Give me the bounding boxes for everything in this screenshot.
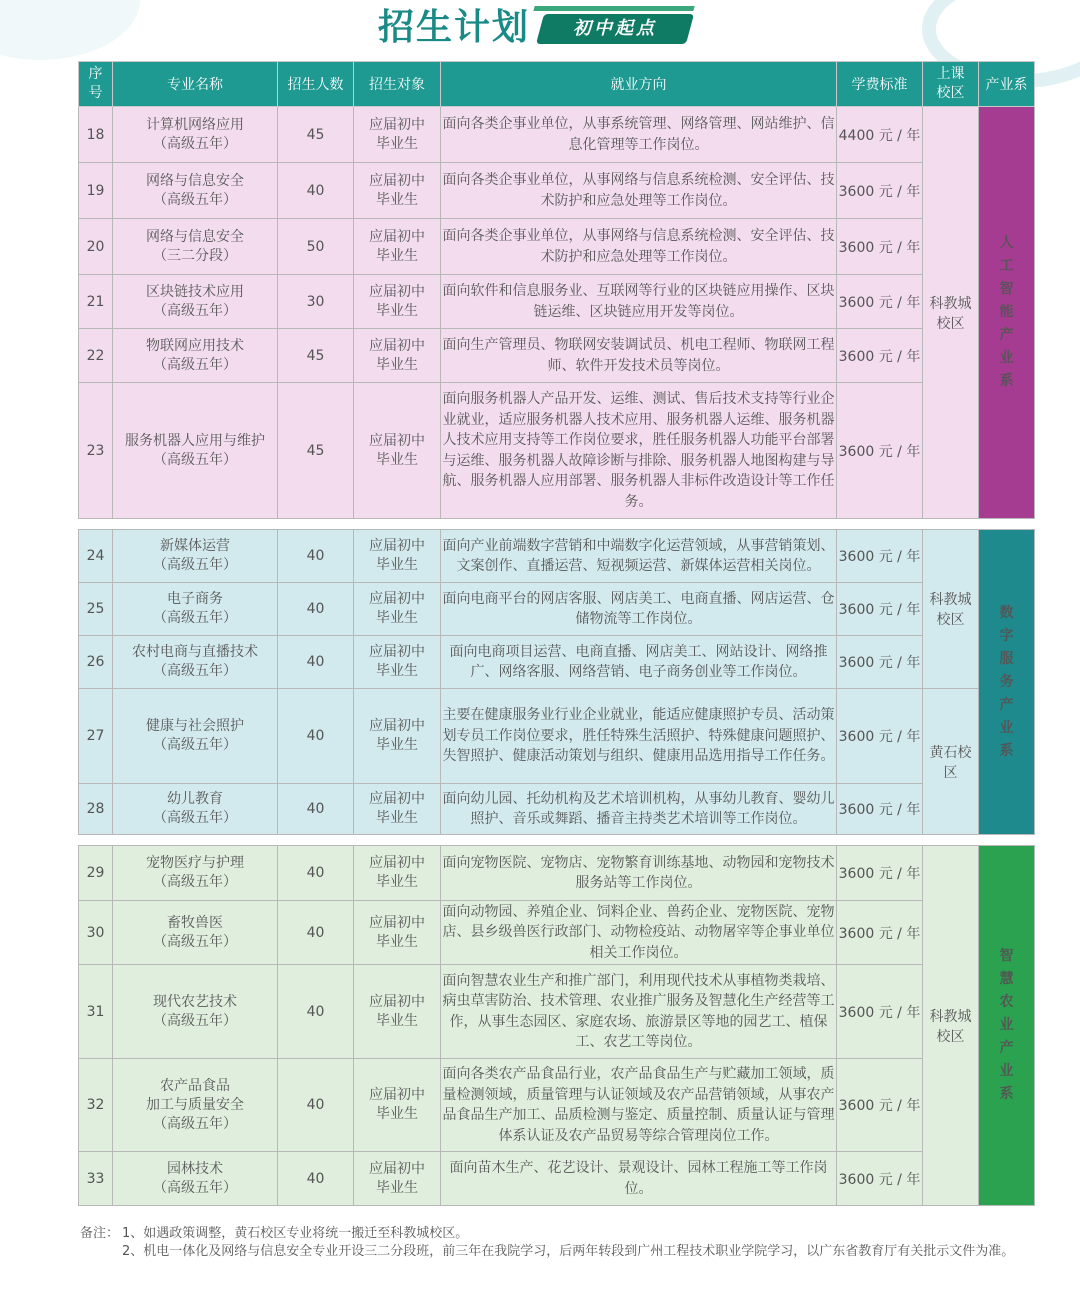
- major-name-cell: [113, 965, 278, 1059]
- enroll-target-lines: [354, 1160, 440, 1198]
- enroll-target-cell: [354, 965, 441, 1059]
- tuition-fee: 3600 元 / 年: [837, 383, 923, 519]
- employment-direction: 面向智慧农业生产和推广部门，利用现代技术从事植物类栽培、病虫草害防治、技术管理、农业推广服务及智慧化生产经营等工作，从事生态园区、家庭农场、旅游景区等地的园艺工、植保工、农艺工等岗位。: [441, 965, 837, 1059]
- enroll-count: 40: [278, 784, 354, 835]
- enroll-count: 40: [278, 163, 354, 219]
- major-name-cell: [113, 275, 278, 329]
- section-gap: [79, 519, 1035, 530]
- enroll-target-lines: [354, 172, 440, 210]
- major-name: 园林技术: [167, 1160, 223, 1177]
- enroll-target-line2: 毕业生: [376, 135, 418, 152]
- enroll-target-line2: 毕业生: [376, 451, 418, 468]
- enroll-target-line2: 毕业生: [376, 810, 418, 826]
- major-name-cell: [113, 107, 278, 163]
- enroll-target-lines: [354, 790, 440, 828]
- tuition-fee: 3600 元 / 年: [837, 636, 923, 689]
- major-level: （高级五年）: [153, 191, 237, 208]
- table-row: [79, 784, 1035, 835]
- decor-background-shape: [0, 0, 140, 60]
- table-row: [79, 530, 1035, 583]
- enroll-target-line1: 应届初中: [369, 1160, 425, 1177]
- major-name-cell: [113, 163, 278, 219]
- row-number: 20: [79, 219, 113, 275]
- enroll-target-line2: 毕业生: [376, 557, 418, 573]
- enroll-target-lines: [354, 1086, 440, 1124]
- major-name: 健康与社会照护: [146, 718, 244, 734]
- row-number: 21: [79, 275, 113, 329]
- enroll-target-lines: [354, 914, 440, 952]
- major-name: 网络与信息安全: [146, 172, 244, 189]
- employment-direction: 面向生产管理员、物联网安装调试员、机电工程师、物联网工程师、软件开发技术员等岗位。: [441, 329, 837, 383]
- enroll-target-lines: [354, 228, 440, 266]
- department-cell: [979, 107, 1035, 519]
- major-name: 畜牧兽医: [167, 914, 223, 931]
- major-name-cell: [113, 219, 278, 275]
- major-name-cell: [113, 689, 278, 784]
- enroll-target-line1: 应届初中: [369, 337, 425, 354]
- enroll-target-cell: [354, 1152, 441, 1206]
- enroll-target-line2: 毕业生: [376, 1106, 418, 1122]
- major-level: （高级五年）: [153, 1115, 237, 1132]
- note-item: 1、如遇政策调整，黄石校区专业将统一搬迁至科教城校区。: [122, 1226, 469, 1241]
- page-title: 招生计划: [378, 7, 531, 48]
- enroll-target-line2: 毕业生: [376, 191, 418, 208]
- enroll-count: 45: [278, 383, 354, 519]
- employment-direction: 面向各类企事业单位，从事系统管理、网络管理、网站维护、信息化管理等工作岗位。: [441, 107, 837, 163]
- employment-direction: 面向各类企事业单位，从事网络与信息系统检测、安全评估、技术防护和应急处理等工作岗位。: [441, 219, 837, 275]
- major-level: （高级五年）: [153, 610, 237, 626]
- enroll-target-cell: [354, 636, 441, 689]
- major-level: （高级五年）: [153, 737, 237, 753]
- major-level: （高级五年）: [153, 1012, 237, 1029]
- table-row: [79, 636, 1035, 689]
- major-level: （高级五年）: [153, 933, 237, 950]
- subtitle-badge: [540, 14, 690, 44]
- major-name-lines: [113, 590, 277, 628]
- enroll-target-cell: [354, 219, 441, 275]
- table-row: [79, 275, 1035, 329]
- major-level: （高级五年）: [153, 451, 237, 468]
- enroll-target-line2: 毕业生: [376, 1179, 418, 1196]
- row-number: 28: [79, 784, 113, 835]
- employment-direction: 面向各类农产品食品行业，农产品食品生产与贮藏加工领域，质量检测领域，质量管理与认证领域及农产品营销领域，从事农产品食品生产加工、品质检测与鉴定、质量控制、质量认证与管理体系认证及农产品贸易等综合管理岗位工作。: [441, 1059, 837, 1152]
- major-name: 电子商务: [167, 591, 223, 607]
- row-number: 29: [79, 846, 113, 901]
- col-header-count: 招生人数: [278, 62, 354, 107]
- section-gap: [79, 835, 1035, 846]
- enroll-target-line1: 应届初中: [369, 644, 425, 660]
- enroll-target-line1: 应届初中: [369, 172, 425, 189]
- enroll-target-cell: [354, 275, 441, 329]
- enroll-count: 40: [278, 689, 354, 784]
- campus-cell: 黄石校区: [923, 689, 979, 835]
- col-header-no: 序 号: [79, 62, 113, 107]
- enroll-target-lines: [354, 993, 440, 1031]
- enroll-target-lines: [354, 643, 440, 681]
- enroll-target-line2: 毕业生: [376, 737, 418, 753]
- major-level: （三二分段）: [153, 247, 237, 264]
- major-name-lines: [113, 337, 277, 375]
- enroll-target-lines: [354, 537, 440, 575]
- major-name-lines: [113, 1160, 277, 1198]
- enroll-target-lines: [354, 717, 440, 755]
- enroll-target-line2: 毕业生: [376, 874, 418, 890]
- major-name: 网络与信息安全: [146, 228, 244, 245]
- major-name-cell: [113, 636, 278, 689]
- enroll-count: 40: [278, 530, 354, 583]
- enroll-target-line1: 应届初中: [369, 116, 425, 133]
- tuition-fee: 3600 元 / 年: [837, 163, 923, 219]
- enroll-target-line1: 应届初中: [369, 1087, 425, 1103]
- major-name: 农产品食品: [160, 1077, 230, 1094]
- employment-direction: 面向软件和信息服务业、互联网等行业的区块链应用操作、区块链运维、区块链应用开发等岗位。: [441, 275, 837, 329]
- enroll-count: 40: [278, 965, 354, 1059]
- employment-direction: 主要在健康服务业行业企业就业，能适应健康照护专员、活动策划专员工作岗位要求，胜任特殊生活照护、特殊健康问题照护、失智照护、健康活动策划与组织、健康用品选用指导工作任务。: [441, 689, 837, 784]
- major-name-lines: [113, 1077, 277, 1134]
- enrollment-table: [78, 61, 1035, 1206]
- major-name-lines: [113, 914, 277, 952]
- enroll-target-cell: [354, 689, 441, 784]
- tuition-fee: 3600 元 / 年: [837, 219, 923, 275]
- major-name-lines: [113, 116, 277, 154]
- major-level: （高级五年）: [153, 810, 237, 826]
- enroll-target-lines: [354, 283, 440, 321]
- major-name-line2: 加工与质量安全: [146, 1096, 244, 1113]
- enroll-count: 40: [278, 846, 354, 901]
- department-name: 智慧农业产业系: [999, 948, 1014, 1102]
- tuition-fee: 3600 元 / 年: [837, 784, 923, 835]
- enroll-target-cell: [354, 329, 441, 383]
- tuition-fee: 3600 元 / 年: [837, 275, 923, 329]
- row-number: 25: [79, 583, 113, 636]
- major-name-lines: [113, 537, 277, 575]
- tuition-fee: 3600 元 / 年: [837, 583, 923, 636]
- employment-direction: 面向宠物医院、宠物店、宠物繁育训练基地、动物园和宠物技术服务站等工作岗位。: [441, 846, 837, 901]
- tuition-fee: 3600 元 / 年: [837, 1059, 923, 1152]
- enroll-count: 40: [278, 1152, 354, 1206]
- major-name-cell: [113, 583, 278, 636]
- major-name: 幼儿教育: [167, 791, 223, 807]
- major-name: 农村电商与直播技术: [132, 644, 258, 660]
- department-cell: [979, 530, 1035, 835]
- row-number: 19: [79, 163, 113, 219]
- enroll-target-line1: 应届初中: [369, 228, 425, 245]
- enroll-target-line1: 应届初中: [369, 538, 425, 554]
- note-item: 2、机电一体化及网络与信息安全专业开设三二分段班，前三年在我院学习，后两年转段到广州工程技术职业学院学习，以广东省教育厅有关批示文件为准。: [122, 1244, 1015, 1259]
- page-subtitle: 初中起点: [573, 18, 658, 39]
- major-name-cell: [113, 1152, 278, 1206]
- row-number: 22: [79, 329, 113, 383]
- enroll-target-line2: 毕业生: [376, 663, 418, 679]
- major-name-lines: [113, 854, 277, 892]
- major-name-lines: [113, 432, 277, 470]
- table-row: [79, 163, 1035, 219]
- major-name: 物联网应用技术: [146, 337, 244, 354]
- table-row: [79, 846, 1035, 901]
- major-name-cell: [113, 1059, 278, 1152]
- employment-direction: 面向动物园、养殖企业、饲料企业、兽药企业、宠物医院、宠物店、县乡级兽医行政部门、动物检疫站、动物屠宰等企事业单位相关工作岗位。: [441, 901, 837, 965]
- notes-label: 备注：: [80, 1226, 120, 1241]
- table-row: [79, 1059, 1035, 1152]
- col-header-name: 专业名称: [113, 62, 278, 107]
- enroll-count: 45: [278, 329, 354, 383]
- footnotes: [80, 1225, 1040, 1261]
- row-number: 23: [79, 383, 113, 519]
- major-level: （高级五年）: [153, 663, 237, 679]
- major-name-cell: [113, 530, 278, 583]
- enroll-target-line1: 应届初中: [369, 718, 425, 734]
- major-name: 现代农艺技术: [153, 993, 237, 1010]
- enroll-target-line1: 应届初中: [369, 432, 425, 449]
- enroll-target-line1: 应届初中: [369, 914, 425, 931]
- col-header-target: 招生对象: [354, 62, 441, 107]
- tuition-fee: 4400 元 / 年: [837, 107, 923, 163]
- table-row: [79, 689, 1035, 784]
- enroll-target-cell: [354, 1059, 441, 1152]
- major-name-lines: [113, 172, 277, 210]
- major-name-lines: [113, 643, 277, 681]
- major-level: （高级五年）: [153, 874, 237, 890]
- major-name-lines: [113, 228, 277, 266]
- campus-cell: 科教城校区: [923, 846, 979, 1206]
- major-level: （高级五年）: [153, 557, 237, 573]
- table-row: [79, 219, 1035, 275]
- table-row: [79, 383, 1035, 519]
- table-row: [79, 107, 1035, 163]
- tuition-fee: 3600 元 / 年: [837, 901, 923, 965]
- row-number: 18: [79, 107, 113, 163]
- enroll-target-line2: 毕业生: [376, 247, 418, 264]
- enroll-target-line1: 应届初中: [369, 283, 425, 300]
- enroll-target-cell: [354, 383, 441, 519]
- major-level: （高级五年）: [153, 135, 237, 152]
- major-name-cell: [113, 329, 278, 383]
- enroll-target-cell: [354, 583, 441, 636]
- enroll-target-line1: 应届初中: [369, 591, 425, 607]
- major-level: （高级五年）: [153, 1179, 237, 1196]
- enroll-count: 50: [278, 219, 354, 275]
- tuition-fee: 3600 元 / 年: [837, 689, 923, 784]
- row-number: 24: [79, 530, 113, 583]
- enroll-target-line2: 毕业生: [376, 1012, 418, 1029]
- table-row: [79, 583, 1035, 636]
- enroll-count: 40: [278, 636, 354, 689]
- enroll-count: 45: [278, 107, 354, 163]
- page-header: [378, 2, 690, 50]
- enroll-target-lines: [354, 432, 440, 470]
- employment-direction: 面向电商平台的网店客服、网店美工、电商直播、网店运营、仓储物流等工作岗位。: [441, 583, 837, 636]
- major-name: 服务机器人应用与维护: [125, 432, 265, 449]
- tuition-fee: 3600 元 / 年: [837, 965, 923, 1059]
- enroll-target-cell: [354, 846, 441, 901]
- major-name-lines: [113, 283, 277, 321]
- major-name: 计算机网络应用: [146, 116, 244, 133]
- col-header-fee: 学费标准: [837, 62, 923, 107]
- enroll-target-line1: 应届初中: [369, 791, 425, 807]
- enroll-target-cell: [354, 530, 441, 583]
- major-name-cell: [113, 846, 278, 901]
- enroll-target-lines: [354, 854, 440, 892]
- enroll-target-lines: [354, 116, 440, 154]
- table-header-row: [79, 62, 1035, 107]
- department-cell: [979, 846, 1035, 1206]
- department-name: 数字服务产业系: [999, 604, 1014, 759]
- major-name-cell: [113, 784, 278, 835]
- table-row: [79, 901, 1035, 965]
- enroll-target-line2: 毕业生: [376, 933, 418, 950]
- row-number: 26: [79, 636, 113, 689]
- col-header-campus: 上课 校区: [923, 62, 979, 107]
- enroll-target-cell: [354, 901, 441, 965]
- major-name: 区块链技术应用: [146, 283, 244, 300]
- major-name-cell: [113, 901, 278, 965]
- enroll-target-line1: 应届初中: [369, 993, 425, 1010]
- enroll-count: 40: [278, 583, 354, 636]
- enroll-count: 40: [278, 901, 354, 965]
- col-header-department: 产业系: [979, 62, 1035, 107]
- enroll-target-cell: [354, 107, 441, 163]
- major-name-lines: [113, 993, 277, 1031]
- table-row: [79, 329, 1035, 383]
- tuition-fee: 3600 元 / 年: [837, 329, 923, 383]
- campus-cell: 科教城校区: [923, 107, 979, 519]
- employment-direction: 面向服务机器人产品开发、运维、测试、售后技术支持等行业企业就业，适应服务机器人技术应用、服务机器人运维、服务机器人技术应用支持等工作岗位要求，胜任服务机器人功能平台部署与运维、服务机器人故障诊断与排除、服务机器人地图构建与导航、服务机器人应用部署、服务机器人非标件改造设计等工作任务。: [441, 383, 837, 519]
- campus-cell: 科教城校区: [923, 530, 979, 689]
- badge-stripe: [533, 6, 694, 11]
- employment-direction: 面向产业前端数字营销和中端数字化运营领域，从事营销策划、文案创作、直播运营、短视频运营、新媒体运营相关岗位。: [441, 530, 837, 583]
- table-row: [79, 965, 1035, 1059]
- major-level: （高级五年）: [153, 356, 237, 373]
- enroll-target-line1: 应届初中: [369, 855, 425, 871]
- major-name-lines: [113, 790, 277, 828]
- col-header-direction: 就业方向: [441, 62, 837, 107]
- row-number: 33: [79, 1152, 113, 1206]
- major-name-lines: [113, 717, 277, 755]
- row-number: 30: [79, 901, 113, 965]
- tuition-fee: 3600 元 / 年: [837, 846, 923, 901]
- major-level: （高级五年）: [153, 302, 237, 319]
- employment-direction: 面向各类企事业单位，从事网络与信息系统检测、安全评估、技术防护和应急处理等工作岗位。: [441, 163, 837, 219]
- enroll-target-cell: [354, 784, 441, 835]
- enroll-target-line2: 毕业生: [376, 302, 418, 319]
- department-name: 人工智能产业系: [999, 235, 1014, 389]
- enroll-target-line2: 毕业生: [376, 356, 418, 373]
- row-number: 27: [79, 689, 113, 784]
- enroll-target-lines: [354, 590, 440, 628]
- tuition-fee: 3600 元 / 年: [837, 530, 923, 583]
- table-row: [79, 1152, 1035, 1206]
- row-number: 31: [79, 965, 113, 1059]
- enroll-target-lines: [354, 337, 440, 375]
- employment-direction: 面向幼儿园、托幼机构及艺术培训机构，从事幼儿教育、婴幼儿照护、音乐或舞蹈、播音主持类艺术培训等工作岗位。: [441, 784, 837, 835]
- major-name: 新媒体运营: [160, 538, 230, 554]
- employment-direction: 面向苗木生产、花艺设计、景观设计、园林工程施工等工作岗位。: [441, 1152, 837, 1206]
- row-number: 32: [79, 1059, 113, 1152]
- major-name-cell: [113, 383, 278, 519]
- enroll-count: 40: [278, 1059, 354, 1152]
- tuition-fee: 3600 元 / 年: [837, 1152, 923, 1206]
- major-name: 宠物医疗与护理: [146, 855, 244, 871]
- enroll-count: 30: [278, 275, 354, 329]
- enroll-target-cell: [354, 163, 441, 219]
- enroll-target-line2: 毕业生: [376, 610, 418, 626]
- employment-direction: 面向电商项目运营、电商直播、网店美工、网站设计、网络推广、网络客服、网络营销、电子商务创业等工作岗位。: [441, 636, 837, 689]
